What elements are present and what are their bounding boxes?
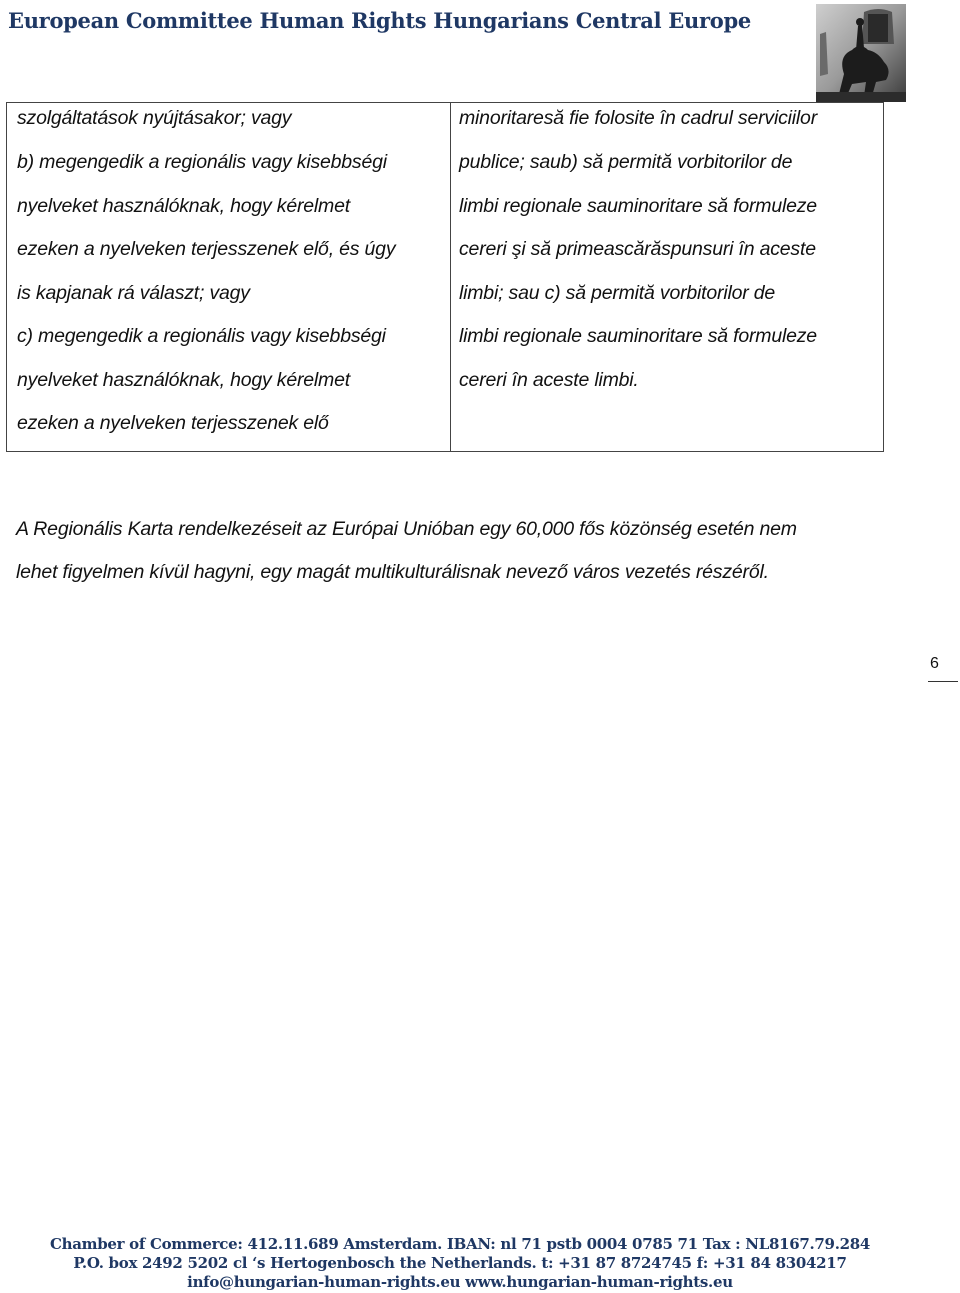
translation-table <box>6 102 884 452</box>
hungarian-column <box>17 103 447 451</box>
romanian-text-line: publice; saub) să permită vorbitorilor de <box>459 151 793 173</box>
document-header-title: European Committee Human Rights Hungarians Central Europe <box>8 8 751 33</box>
hungarian-text-line: is kapjanak rá választ; vagy <box>17 282 250 304</box>
hungarian-text-line: nyelveket használóknak, hogy kérelmet <box>17 369 350 391</box>
hungarian-text-line: c) megengedik a regionális vagy kisebbségi <box>17 325 386 347</box>
romanian-text-line: limbi regionale sauminoritare să formuleze <box>459 195 817 217</box>
page-number-rule <box>928 681 958 682</box>
hungarian-text-line: ezeken a nyelveken terjesszenek elő, és úgy <box>17 238 396 260</box>
summary-paragraph-line: lehet figyelmen kívül hagyni, egy magát multikulturálisnak nevező város vezetés részéről. <box>16 561 769 583</box>
romanian-text-line: limbi; sau c) să permită vorbitorilor de <box>459 282 776 304</box>
romanian-text-line: limbi regionale sauminoritare să formuleze <box>459 325 817 347</box>
summary-paragraph-line: A Regionális Karta rendelkezéseit az Európai Unióban egy 60,000 fős közönség esetén nem <box>16 518 797 540</box>
hungarian-text-line: szolgáltatások nyújtásakor; vagy <box>17 107 292 129</box>
footer-address-line: P.O. box 2492 5202 cl ‘s Hertogenbosch the Netherlands. t: +31 87 8724745 f: +31 84 8304217 <box>73 1254 847 1272</box>
hungarian-text-line: ezeken a nyelveken terjesszenek elő <box>17 412 329 434</box>
page-number: 6 <box>930 655 939 672</box>
hungarian-text-line: b) megengedik a regionális vagy kisebbségi <box>17 151 387 173</box>
statue-rider-icon <box>816 4 906 102</box>
hungarian-text-line: nyelveket használóknak, hogy kérelmet <box>17 195 350 217</box>
footer-registration-line: Chamber of Commerce: 412.11.689 Amsterdam. IBAN: nl 71 pstb 0004 0785 71 Tax : NL8167.79.284 <box>49 1235 871 1253</box>
romanian-column <box>459 103 879 451</box>
footer-contact-line: info@hungarian-human-rights.eu www.hungarian-human-rights.eu <box>187 1273 733 1291</box>
romanian-text-line: cereri în aceste limbi. <box>459 369 639 391</box>
romanian-text-line: cereri şi să primeascărăspunsuri în aceste <box>459 238 816 260</box>
column-divider <box>450 103 451 451</box>
romanian-text-line: minoritaresă fie folosite în cadrul serviciilor <box>459 107 817 129</box>
